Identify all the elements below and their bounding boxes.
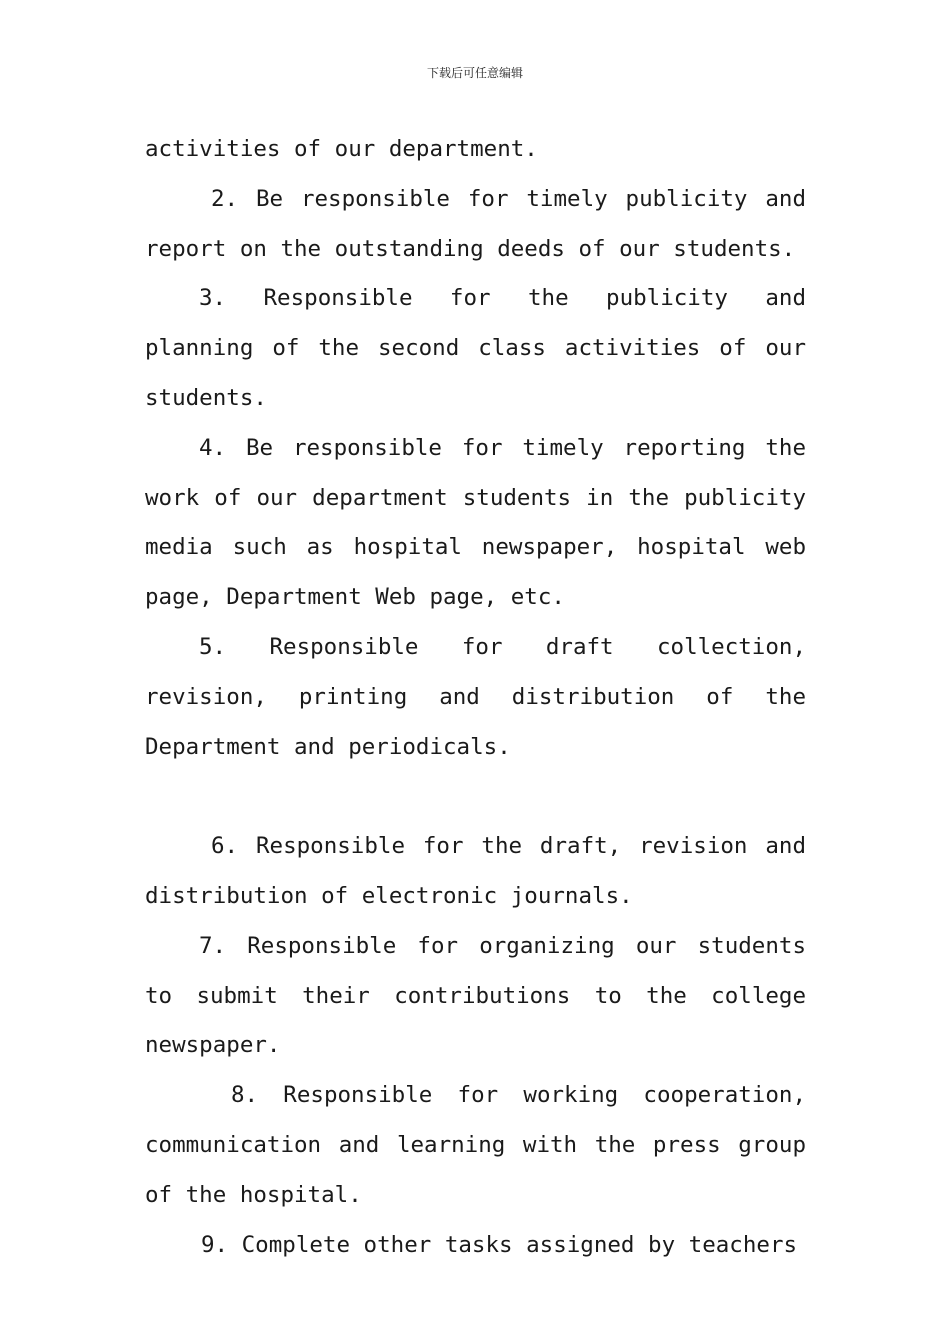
paragraph-item-5: 5. Responsible for draft collection, revision, printing and distribution of the Department and periodicals.	[145, 633, 806, 760]
paragraph-item-2: 2. Be responsible for timely publicity and report on the outstanding deeds of our students.	[145, 185, 806, 262]
paragraph-continuation: activities of our department.	[145, 136, 538, 162]
paragraph-item-8: 8. Responsible for working cooperation, communication and learning with the press group of the hospital.	[145, 1082, 806, 1208]
paragraph-item-4: 4. Be responsible for timely reporting the work of our department students in the publicity media such as hospital newspaper, hospital web page, Department Web page, etc.	[145, 434, 806, 611]
page-header: 下载后可任意编辑	[426, 66, 523, 80]
blank-line	[145, 772, 806, 822]
paragraph-item-3: 3. Responsible for the publicity and planning of the second class activities of our students.	[145, 285, 806, 411]
paragraph-item-9: 9. Complete other tasks assigned by teachers	[201, 1231, 798, 1258]
document-body	[145, 125, 806, 1270]
paragraph-item-6: 6. Responsible for the draft, revision and distribution of electronic journals.	[145, 833, 806, 909]
paragraph-item-7: 7. Responsible for organizing our students to submit their contributions to the college newspaper.	[145, 932, 806, 1059]
